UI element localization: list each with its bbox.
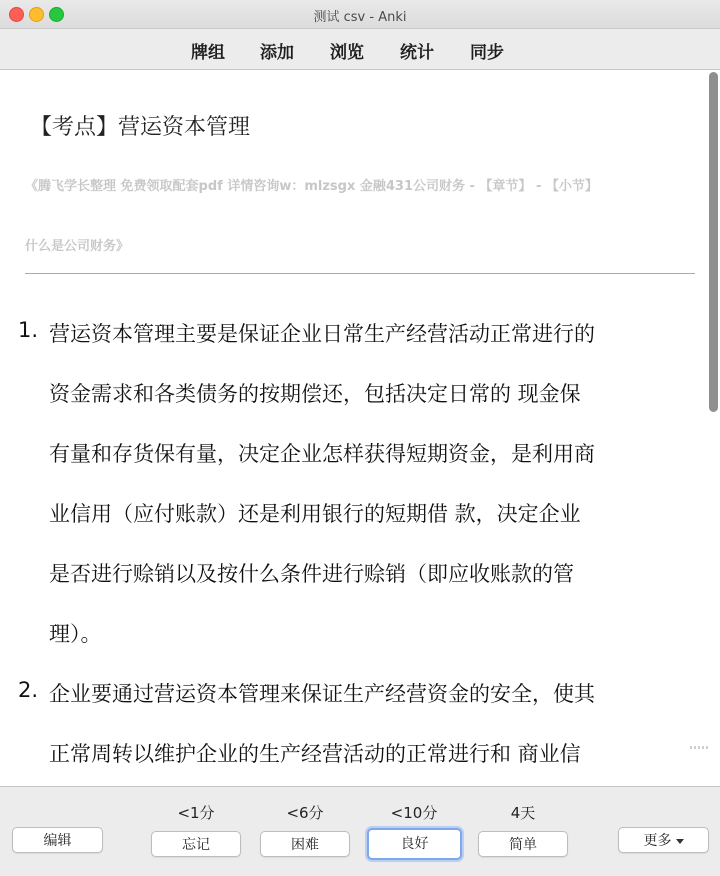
list-line: 理）。 — [49, 622, 102, 646]
list-line: 企业要通过营运资本管理来保证生产经营资金的安全，使其 — [49, 682, 595, 706]
again-button[interactable]: 忘记 — [151, 831, 241, 857]
card-source-line-1: 《腾飞学长整理 免费领取配套pdf 详情咨询w：mlzsgx 金融431公司财务 - 【章节】 - 【小节】 — [25, 179, 598, 194]
interval-hard: <6分 — [286, 804, 324, 822]
toolbar-sync[interactable]: 同步 — [470, 43, 504, 63]
more-content-indicator — [690, 746, 708, 749]
list-line: 营运资本管理主要是保证企业日常生产经营活动正常进行的 — [49, 322, 595, 346]
good-button[interactable]: 良好 — [367, 828, 462, 860]
toolbar-decks[interactable]: 牌组 — [191, 43, 225, 63]
card-heading: 【考点】营运资本管理 — [30, 115, 251, 140]
card-source-line-2: 什么是公司财务》 — [25, 239, 130, 254]
edit-button[interactable]: 编辑 — [12, 827, 103, 853]
main-toolbar — [0, 29, 720, 70]
card-view[interactable] — [0, 70, 720, 786]
answer-bar — [0, 786, 720, 876]
list-number: 2. — [18, 678, 39, 702]
more-label: 更多 — [643, 833, 672, 849]
list-line: 业信用（应付账款）还是利用银行的短期借 款，决定企业 — [49, 502, 581, 526]
toolbar-stats[interactable]: 统计 — [400, 43, 434, 63]
chevron-down-icon — [676, 839, 684, 844]
more-button[interactable] — [618, 827, 709, 853]
toolbar-browse[interactable]: 浏览 — [330, 43, 364, 63]
hard-button[interactable]: 困难 — [260, 831, 350, 857]
title-bar — [0, 0, 720, 29]
list-number: 1. — [18, 318, 39, 342]
window-title: 测试 csv - Anki — [313, 10, 407, 25]
toolbar-add[interactable]: 添加 — [260, 43, 294, 63]
interval-good: <10分 — [390, 804, 438, 822]
list-line: 正常周转以维护企业的生产经营活动的正常进行和 商业信 — [49, 742, 581, 766]
list-line: 是否进行赊销以及按什么条件进行赊销（即应收账款的管 — [49, 562, 574, 586]
list-line: 有量和存货保有量，决定企业怎样获得短期资金，是利用商 — [49, 442, 595, 466]
interval-again: <1分 — [177, 804, 215, 822]
list-line: 资金需求和各类债务的按期偿还，包括决定日常的 现金保 — [49, 382, 581, 406]
easy-button[interactable]: 简单 — [478, 831, 568, 857]
interval-easy: 4天 — [510, 804, 536, 822]
scrollbar-thumb[interactable] — [709, 72, 718, 412]
answer-divider — [25, 273, 695, 274]
